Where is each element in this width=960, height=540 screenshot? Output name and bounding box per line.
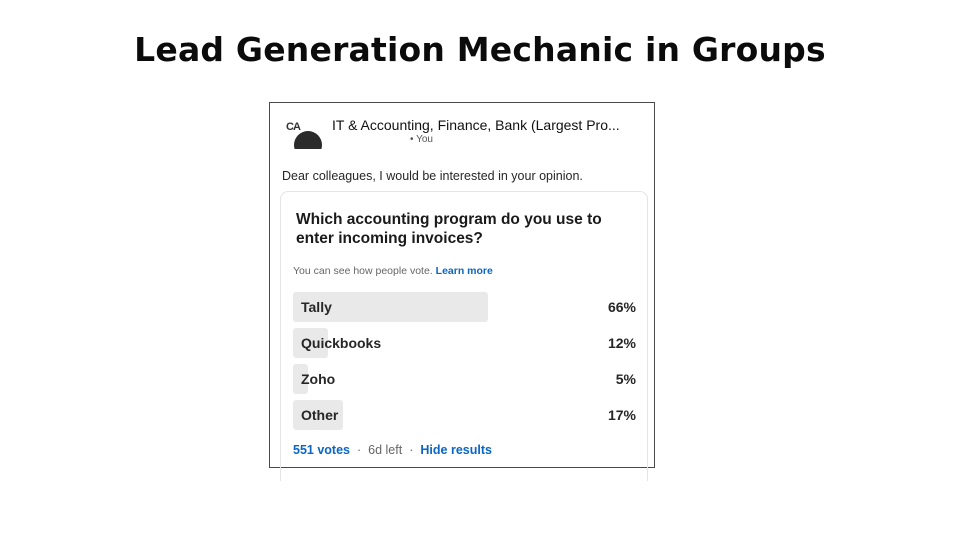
poll-option-quickbooks[interactable]	[293, 328, 636, 358]
vote-visibility-text: You can see how people vote.	[293, 265, 433, 277]
poll-option-tally[interactable]	[293, 292, 636, 322]
poll-option-label: Zoho	[301, 371, 336, 387]
time-left: 6d left	[368, 443, 403, 457]
poll-option-label: Other	[301, 407, 339, 423]
post-text: Dear colleagues, I would be interested in your opinion.	[282, 169, 583, 183]
poll-option-percent: 17%	[607, 407, 636, 423]
slide-title: Lead Generation Mechanic in Groups	[134, 30, 826, 69]
group-avatar[interactable]	[284, 117, 322, 149]
separator-dot: ·	[356, 443, 362, 457]
votes-count-link[interactable]: 551 votes	[293, 443, 350, 457]
post-header	[284, 117, 644, 149]
linkedin-post-screenshot	[269, 102, 655, 468]
poll-option-zoho[interactable]	[293, 364, 636, 394]
poll-card	[280, 191, 648, 481]
poll-option-other[interactable]	[293, 400, 636, 430]
separator-dot: ·	[409, 443, 414, 457]
vote-visibility-note	[293, 265, 493, 277]
poll-option-percent: 5%	[615, 371, 636, 387]
poll-option-percent: 66%	[607, 299, 636, 315]
poll-footer	[293, 443, 492, 457]
poll-option-label: Quickbooks	[301, 335, 382, 351]
group-name[interactable]: IT & Accounting, Finance, Bank (Largest Pro...	[332, 117, 620, 133]
hide-results-link[interactable]: Hide results	[420, 443, 492, 457]
author-meta: • You	[410, 134, 433, 145]
learn-more-link[interactable]: Learn more	[435, 265, 493, 277]
poll-option-label: Tally	[301, 299, 332, 315]
author-avatar	[294, 131, 322, 149]
poll-question: Which accounting program do you use to enter incoming invoices?	[296, 211, 602, 247]
group-logo-icon: CA	[286, 121, 300, 133]
poll-option-percent: 12%	[607, 335, 636, 351]
